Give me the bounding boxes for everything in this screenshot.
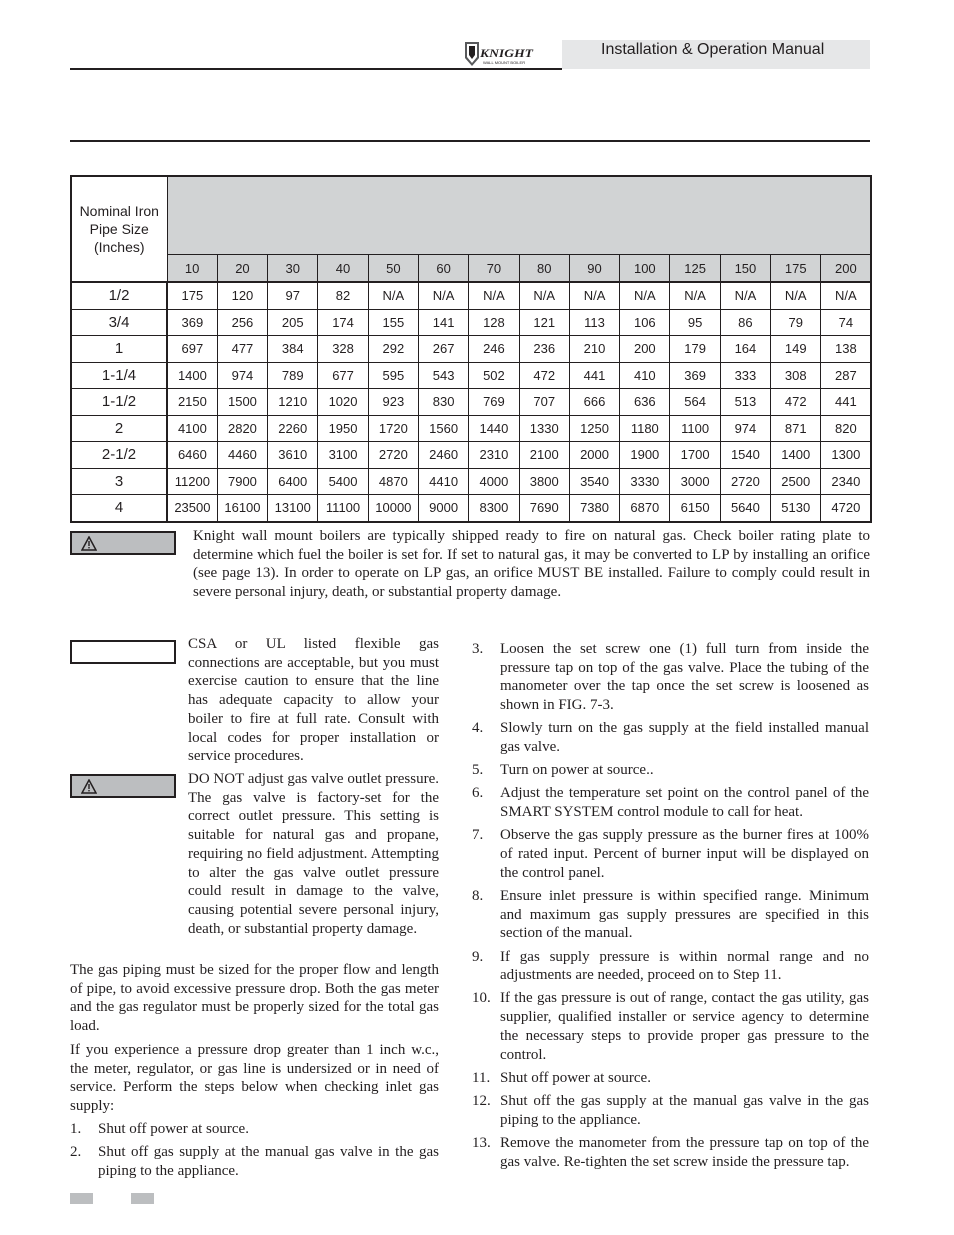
capacity-cell: 1950 xyxy=(318,415,368,442)
capacity-cell: 2460 xyxy=(418,442,468,469)
capacity-cell: 2000 xyxy=(569,442,619,469)
capacity-cell: 210 xyxy=(569,336,619,363)
capacity-cell: 697 xyxy=(167,336,217,363)
step-item xyxy=(472,761,869,780)
capacity-cell: 328 xyxy=(318,336,368,363)
capacity-cell: 472 xyxy=(519,362,569,389)
capacity-cell: 175 xyxy=(167,282,217,309)
capacity-cell: 1440 xyxy=(469,415,519,442)
capacity-cell: 636 xyxy=(620,389,670,416)
table-row xyxy=(71,362,871,389)
pipe-size-cell: 4 xyxy=(71,495,167,522)
pipe-size-cell: 2-1/2 xyxy=(71,442,167,469)
capacity-cell: 4460 xyxy=(217,442,267,469)
logo-tagline: WALL MOUNT BOILER xyxy=(483,60,526,65)
capacity-cell: N/A xyxy=(771,282,821,309)
capacity-cell: 113 xyxy=(569,309,619,336)
capacity-cell: 1900 xyxy=(620,442,670,469)
pipe-size-cell: 1/2 xyxy=(71,282,167,309)
capacity-cell: N/A xyxy=(620,282,670,309)
capacity-cell: 82 xyxy=(318,282,368,309)
length-header-cell: 40 xyxy=(318,255,368,283)
step-item xyxy=(472,826,869,882)
footer-tab xyxy=(70,1193,93,1204)
inlet-check-steps-right xyxy=(472,640,869,1176)
capacity-cell: 95 xyxy=(670,309,720,336)
footer-tab xyxy=(131,1193,154,1204)
capacity-cell: 13100 xyxy=(268,495,318,522)
capacity-cell: 179 xyxy=(670,336,720,363)
pipe-size-cell: 2 xyxy=(71,415,167,442)
step-number: 6. xyxy=(472,785,484,802)
capacity-cell: 6400 xyxy=(268,468,318,495)
table-row xyxy=(71,442,871,469)
capacity-cell: 16100 xyxy=(217,495,267,522)
step-item xyxy=(472,719,869,756)
capacity-cell: 287 xyxy=(821,362,871,389)
capacity-cell: 3000 xyxy=(670,468,720,495)
step-number: 10. xyxy=(472,990,491,1007)
table-row xyxy=(71,309,871,336)
capacity-cell: 4410 xyxy=(418,468,468,495)
capacity-cell: 369 xyxy=(167,309,217,336)
pipe-size-header: Nominal Iron Pipe Size (Inches) xyxy=(71,176,167,282)
step-number: 8. xyxy=(472,887,484,904)
capacity-cell: 6460 xyxy=(167,442,217,469)
step-item xyxy=(472,989,869,1064)
warning-label xyxy=(70,531,176,555)
capacity-cell: 1210 xyxy=(268,389,318,416)
step-number: 5. xyxy=(472,762,484,779)
notice-label xyxy=(70,640,176,664)
table-row xyxy=(71,415,871,442)
length-header-cell: 125 xyxy=(670,255,720,283)
pipe-size-cell: 3 xyxy=(71,468,167,495)
capacity-cell: 4870 xyxy=(368,468,418,495)
capacity-cell: 384 xyxy=(268,336,318,363)
capacity-cell: 155 xyxy=(368,309,418,336)
step-number: 12. xyxy=(472,1092,491,1109)
flexible-connection-note: CSA or UL listed flexible gas connections are acceptable, but you must exercise caution to ensure that the line has adequate capacity to allow your boiler to fire at full rate. Consult with local codes for proper installation or service procedures. xyxy=(188,636,439,765)
step-number: 13. xyxy=(472,1134,491,1151)
capacity-cell: 6870 xyxy=(620,495,670,522)
capacity-cell: 292 xyxy=(368,336,418,363)
capacity-cell: 106 xyxy=(620,309,670,336)
capacity-cell: 11100 xyxy=(318,495,368,522)
capacity-cell: 769 xyxy=(469,389,519,416)
length-header-cell: 60 xyxy=(418,255,468,283)
table-row xyxy=(71,468,871,495)
capacity-cell: 5640 xyxy=(720,495,770,522)
pipe-sizing-paragraph: The gas piping must be sized for the proper flow and length of pipe, to avoid excessive pressure drop. Both the gas meter and the gas regulator must be properly sized for the total gas load. xyxy=(70,962,439,1035)
step-item xyxy=(472,1092,869,1129)
capacity-cell: N/A xyxy=(670,282,720,309)
capacity-cell: 2720 xyxy=(368,442,418,469)
capacity-cell: 1560 xyxy=(418,415,468,442)
capacity-cell: 871 xyxy=(771,415,821,442)
capacity-cell: 2310 xyxy=(469,442,519,469)
pipe-size-cell: 3/4 xyxy=(71,309,167,336)
length-header-cell: 20 xyxy=(217,255,267,283)
gas-valve-warning: DO NOT adjust gas valve outlet pressure. The gas valve is factory-set for the correct outlet pressure. This setting is suitable for natural gas and propane, requiring no field adjustment. Attempting to alter the gas valve outlet pressure could result in damage to the valve, causing potential severe personal injury, death, or substantial property damage. xyxy=(188,771,439,937)
capacity-cell: 8300 xyxy=(469,495,519,522)
capacity-cell: 3540 xyxy=(569,468,619,495)
step-text: Shut off power at source. xyxy=(98,1121,249,1137)
capacity-cell: 513 xyxy=(720,389,770,416)
capacity-cell: 23500 xyxy=(167,495,217,522)
capacity-cell: 10000 xyxy=(368,495,418,522)
capacity-cell: 677 xyxy=(318,362,368,389)
step-number: 1. xyxy=(70,1121,82,1137)
capacity-cell: 79 xyxy=(771,309,821,336)
capacity-cell: 174 xyxy=(318,309,368,336)
capacity-cell: 120 xyxy=(217,282,267,309)
pipe-size-cell: 1-1/2 xyxy=(71,389,167,416)
warning-label xyxy=(70,774,176,798)
lp-conversion-warning: Knight wall mount boilers are typically shipped ready to fire on natural gas. Check boiler rating plate to determine which fuel the boiler is set for. If set to natural gas, it may be converted to LP by installing an orifice (see page 13). In order to operate on LP gas, an orifice MUST BE installed. Failure to comply could result in severe personal injury, death, or substantial property damage. xyxy=(193,528,870,601)
step-number: 7. xyxy=(472,827,484,844)
capacity-cell: 256 xyxy=(217,309,267,336)
capacity-cell: 543 xyxy=(418,362,468,389)
section-rule xyxy=(70,140,870,142)
length-header-cell: 100 xyxy=(620,255,670,283)
capacity-cell: 2260 xyxy=(268,415,318,442)
capacity-cell: 410 xyxy=(620,362,670,389)
step-text: If gas supply pressure is within normal range and no adjustments are needed, proceed on to Step 11. xyxy=(500,948,869,984)
length-header-cell: 50 xyxy=(368,255,418,283)
capacity-cell: N/A xyxy=(720,282,770,309)
capacity-cell: 149 xyxy=(771,336,821,363)
capacity-cell: 4720 xyxy=(821,495,871,522)
capacity-cell: 4100 xyxy=(167,415,217,442)
capacity-cell: 1720 xyxy=(368,415,418,442)
step-text: Turn on power at source.. xyxy=(500,762,654,779)
capacity-cell: 2720 xyxy=(720,468,770,495)
capacity-cell: 7690 xyxy=(519,495,569,522)
step-item xyxy=(472,640,869,715)
capacity-cell: 4000 xyxy=(469,468,519,495)
step-text: Slowly turn on the gas supply at the field installed manual gas valve. xyxy=(500,720,869,756)
pipe-size-cell: 1-1/4 xyxy=(71,362,167,389)
capacity-cell: 564 xyxy=(670,389,720,416)
capacity-cell: 7380 xyxy=(569,495,619,522)
step-text: Remove the manometer from the pressure tap on top of the gas valve. Re-tighten the set screw inside the pressure tap. xyxy=(500,1134,869,1170)
capacity-cell: 441 xyxy=(821,389,871,416)
step-item xyxy=(472,1134,869,1171)
capacity-cell: 1540 xyxy=(720,442,770,469)
step-text: Shut off power at source. xyxy=(500,1069,651,1086)
capacity-cell: 11200 xyxy=(167,468,217,495)
step-number: 2. xyxy=(70,1144,82,1161)
capacity-cell: 1700 xyxy=(670,442,720,469)
capacity-cell: 236 xyxy=(519,336,569,363)
capacity-cell: N/A xyxy=(418,282,468,309)
length-header-cell: 10 xyxy=(167,255,217,283)
capacity-cell: 5130 xyxy=(771,495,821,522)
capacity-cell: 1300 xyxy=(821,442,871,469)
length-header-cell: 70 xyxy=(469,255,519,283)
capacity-cell: 7900 xyxy=(217,468,267,495)
capacity-cell: 2820 xyxy=(217,415,267,442)
step-number: 9. xyxy=(472,948,484,965)
capacity-cell: 246 xyxy=(469,336,519,363)
step-text: Adjust the temperature set point on the control panel of the SMART SYSTEM control module to call for heat. xyxy=(500,785,869,821)
warning-icon xyxy=(81,779,97,794)
capacity-cell: 128 xyxy=(469,309,519,336)
capacity-cell: 138 xyxy=(821,336,871,363)
step-item xyxy=(472,887,869,943)
capacity-cell: 3800 xyxy=(519,468,569,495)
length-header-cell: 200 xyxy=(821,255,871,283)
capacity-cell: 9000 xyxy=(418,495,468,522)
capacity-cell: 308 xyxy=(771,362,821,389)
capacity-cell: 6150 xyxy=(670,495,720,522)
capacity-cell: 923 xyxy=(368,389,418,416)
capacity-cell: 502 xyxy=(469,362,519,389)
capacity-cell: 830 xyxy=(418,389,468,416)
capacity-cell: 1180 xyxy=(620,415,670,442)
capacity-cell: N/A xyxy=(821,282,871,309)
capacity-cell: 472 xyxy=(771,389,821,416)
pipe-size-cell: 1 xyxy=(71,336,167,363)
capacity-cell: 2340 xyxy=(821,468,871,495)
capacity-cell: 974 xyxy=(720,415,770,442)
capacity-cell: 1330 xyxy=(519,415,569,442)
capacity-cell: 2100 xyxy=(519,442,569,469)
capacity-cell: 1400 xyxy=(167,362,217,389)
capacity-cell: 2500 xyxy=(771,468,821,495)
logo-wordmark: KNIGHT xyxy=(478,46,534,60)
length-header-band xyxy=(167,176,871,255)
length-header-cell: 150 xyxy=(720,255,770,283)
capacity-cell: 369 xyxy=(670,362,720,389)
step-number: 3. xyxy=(472,641,484,657)
step-item xyxy=(70,1120,439,1139)
step-text: Shut off the gas supply at the manual gas valve in the gas piping to the appliance. xyxy=(500,1092,869,1128)
pipe-capacity-table xyxy=(70,175,872,523)
length-header-cell: 80 xyxy=(519,255,569,283)
table-row xyxy=(71,282,871,309)
capacity-cell: 97 xyxy=(268,282,318,309)
table-body xyxy=(71,282,871,522)
capacity-cell: 820 xyxy=(821,415,871,442)
capacity-cell: 121 xyxy=(519,309,569,336)
header-rule xyxy=(70,68,562,70)
capacity-cell: 1500 xyxy=(217,389,267,416)
capacity-cell: 974 xyxy=(217,362,267,389)
capacity-cell: N/A xyxy=(519,282,569,309)
capacity-cell: 595 xyxy=(368,362,418,389)
length-header-cell: 90 xyxy=(569,255,619,283)
step-text: If the gas pressure is out of range, contact the gas utility, gas supplier, qualified installer or service agency to determine the necessary steps to provide proper gas pressure to the control. xyxy=(500,990,869,1063)
step-text: Ensure inlet pressure is within specified range. Minimum and maximum gas supply pressures are specified in this section of the manual. xyxy=(500,887,869,942)
length-header-row xyxy=(71,255,871,283)
capacity-cell: 86 xyxy=(720,309,770,336)
step-text: Shut off gas supply at the manual gas valve in the gas piping to the appliance. xyxy=(98,1144,439,1179)
capacity-cell: N/A xyxy=(469,282,519,309)
capacity-cell: 3610 xyxy=(268,442,318,469)
capacity-cell: N/A xyxy=(368,282,418,309)
inlet-check-steps-left xyxy=(70,1120,439,1185)
capacity-cell: 267 xyxy=(418,336,468,363)
step-number: 11. xyxy=(472,1069,491,1086)
capacity-cell: 1100 xyxy=(670,415,720,442)
capacity-cell: 74 xyxy=(821,309,871,336)
step-item xyxy=(472,1069,869,1088)
capacity-cell: 666 xyxy=(569,389,619,416)
warning-icon xyxy=(81,536,97,551)
table-row xyxy=(71,336,871,363)
capacity-cell: 1400 xyxy=(771,442,821,469)
capacity-cell: 333 xyxy=(720,362,770,389)
brand-logo xyxy=(463,40,535,68)
step-item xyxy=(70,1143,439,1180)
capacity-cell: 205 xyxy=(268,309,318,336)
manual-title: Installation & Operation Manual xyxy=(601,41,825,58)
step-text: Observe the gas supply pressure as the burner fires at 100% of rated input. Percent of burner input will be displayed on the control panel. xyxy=(500,827,869,881)
length-header-cell: 30 xyxy=(268,255,318,283)
capacity-cell: 441 xyxy=(569,362,619,389)
capacity-cell: 707 xyxy=(519,389,569,416)
step-item xyxy=(472,784,869,821)
length-header-cell: 175 xyxy=(771,255,821,283)
capacity-cell: 5400 xyxy=(318,468,368,495)
table-row xyxy=(71,389,871,416)
step-item xyxy=(472,948,869,985)
capacity-cell: 3100 xyxy=(318,442,368,469)
table-row xyxy=(71,495,871,522)
capacity-cell: 1250 xyxy=(569,415,619,442)
capacity-cell: 141 xyxy=(418,309,468,336)
capacity-cell: 200 xyxy=(620,336,670,363)
capacity-cell: 3330 xyxy=(620,468,670,495)
step-text: Loosen the set screw one (1) full turn from inside the pressure tap on top of the gas valve. Place the tubing of the manometer over the tap once the set screw is loosened as shown in FIG. 7-3. xyxy=(500,641,869,714)
capacity-cell: 1020 xyxy=(318,389,368,416)
capacity-cell: 477 xyxy=(217,336,267,363)
capacity-cell: 2150 xyxy=(167,389,217,416)
pressure-drop-paragraph: If you experience a pressure drop greater than 1 inch w.c., the meter, regulator, or gas line is undersized or in need of service. Perform the steps below when checking inlet gas supply: xyxy=(70,1042,439,1115)
capacity-cell: 789 xyxy=(268,362,318,389)
capacity-cell: 164 xyxy=(720,336,770,363)
capacity-cell: N/A xyxy=(569,282,619,309)
step-number: 4. xyxy=(472,720,484,737)
